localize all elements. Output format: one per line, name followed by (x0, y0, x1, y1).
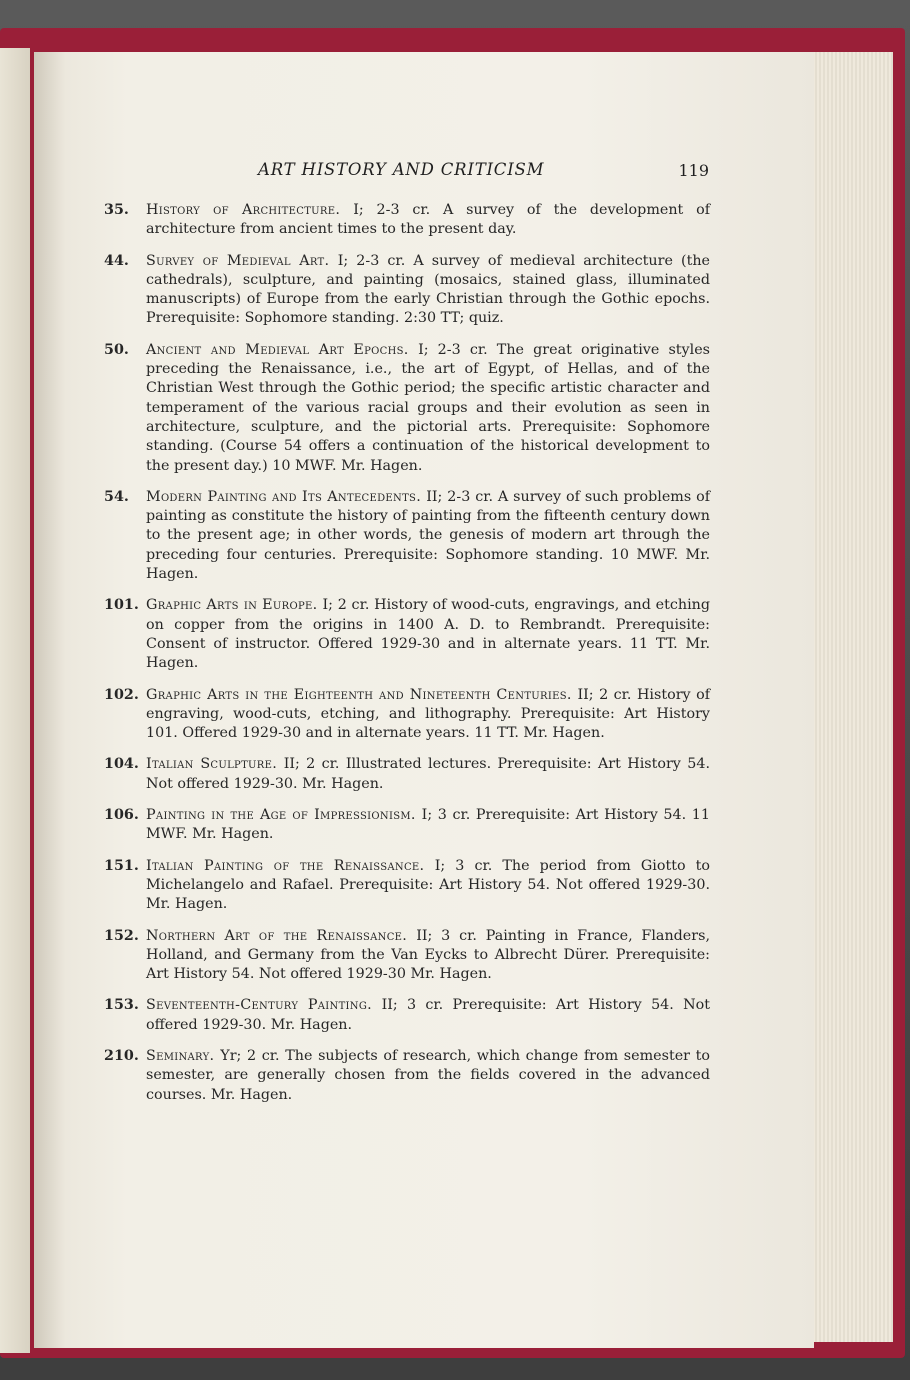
course-description: I; 2 cr. History of wood-cuts, engravings, and etching on copper from the origins in 1400 A. D. to Rembrandt. Prerequisite: Consent of instructor. Offered 1929-30 and in alternate years. 11 TT. Mr. Hagen. (146, 597, 711, 672)
page-number: 119 (678, 161, 709, 180)
course-number: 152. (104, 927, 139, 944)
course-entry (104, 857, 710, 915)
course-entry (104, 686, 710, 744)
course-description: I; 2-3 cr. A survey of medieval architecture (the cathedrals), sculpture, and painting (mosaics, stained glass, illuminated manuscripts) of Europe from the early Christian through the Gothic epochs. Prerequisite: Sophomore standing. 2:30 TT; quiz. (146, 252, 710, 327)
course-description: I; 2-3 cr. A survey of the development of architecture from ancient times to the present day. (146, 202, 710, 238)
course-title: Seventeenth-Century Painting. (146, 997, 382, 1014)
course-entry (104, 755, 710, 794)
course-title: Italian Sculpture. (146, 756, 284, 773)
course-description: II; 3 cr. Painting in France, Flanders, Holland, and Germany from the Van Eycks to Albrecht Dürer. Prerequisite: Art History 54. Not offered 1929-30 Mr. Hagen. (146, 927, 710, 983)
course-description: Yr; 2 cr. The subjects of research, which change from semester to semester, are generally chosen from the fields covered in the advanced courses. Mr. Hagen. (146, 1047, 710, 1103)
course-number: 44. (104, 252, 129, 269)
course-title: Ancient and Medieval Art Epochs. (146, 341, 419, 358)
course-description: II; 3 cr. Prerequisite: Art History 54. Not offered 1929-30. Mr. Hagen. (146, 997, 710, 1033)
course-title: Survey of Medieval Art. (146, 252, 338, 269)
page-stack-edges (805, 52, 893, 1342)
course-title: Graphic Arts in Europe. (146, 597, 323, 614)
course-title: Seminary. (146, 1047, 221, 1064)
course-title: Graphic Arts in the Eighteenth and Nineteenth Centuries. (146, 686, 578, 703)
course-entry (104, 806, 710, 845)
running-title: ART HISTORY AND CRITICISM (258, 160, 545, 179)
course-entry (104, 252, 710, 329)
course-number: 106. (104, 807, 139, 824)
course-entry (104, 996, 710, 1035)
course-number: 50. (104, 341, 129, 358)
course-list (104, 201, 710, 1117)
course-number: 104. (104, 756, 139, 773)
course-title: Painting in the Age of Impressionism. (146, 807, 422, 824)
left-page-edge (0, 48, 30, 1353)
course-number: 210. (104, 1047, 139, 1064)
course-entry (104, 1047, 710, 1105)
course-number: 54. (104, 488, 129, 505)
course-title: Northern Art of the Renaissance. (146, 927, 417, 944)
course-description: II; 2-3 cr. A survey of such problems of painting as constitute the history of painting from the fifteenth century down to the present age; in other words, the genesis of modern art through the preceding four centuries. Prerequisite: Sophomore standing. 10 MWF. Mr. Hagen. (146, 488, 710, 583)
course-entry (104, 201, 710, 240)
course-title: History of Architecture. (146, 202, 354, 218)
course-title: Italian Painting of the Renaissance. (146, 857, 435, 874)
course-description: II; 2 cr. History of engraving, wood-cuts, etching, and lithography. Prerequisite: Art History 101. Offered 1929-30 and in alternate years. 11 TT. Mr. Hagen. (146, 686, 710, 742)
course-entry (104, 927, 710, 985)
course-description: I; 3 cr. Prerequisite: Art History 54. 11 MWF. Mr. Hagen. (146, 807, 710, 843)
course-number: 101. (104, 597, 139, 614)
course-number: 151. (104, 857, 139, 874)
course-description: I; 3 cr. The period from Giotto to Michelangelo and Rafael. Prerequisite: Art History 54. Not offered 1929-30. Mr. Hagen. (146, 857, 710, 913)
course-number: 153. (104, 997, 139, 1014)
course-number: 35. (104, 202, 129, 218)
course-entry (104, 341, 710, 476)
course-description: I; 2-3 cr. The great originative styles preceding the Renaissance, i.e., the art of Egypt, of Hellas, and of the Christian West through the Gothic period; the specific artistic character and temperament of the various racial groups and their evolution as seen in architecture, sculpture, and the pictorial arts. Prerequisite: Sophomore standing. (Course 54 offers a continuation of the historical development to the present day.) 10 MWF. Mr. Hagen. (146, 341, 710, 474)
course-entry (104, 596, 710, 673)
course-entry (104, 488, 710, 584)
running-head (200, 160, 720, 184)
course-number: 102. (104, 686, 139, 703)
course-title: Modern Painting and Its Antecedents. (146, 488, 427, 505)
course-description: II; 2 cr. Illustrated lectures. Prerequisite: Art History 54. Not offered 1929-30. Mr. Hagen. (146, 756, 710, 792)
